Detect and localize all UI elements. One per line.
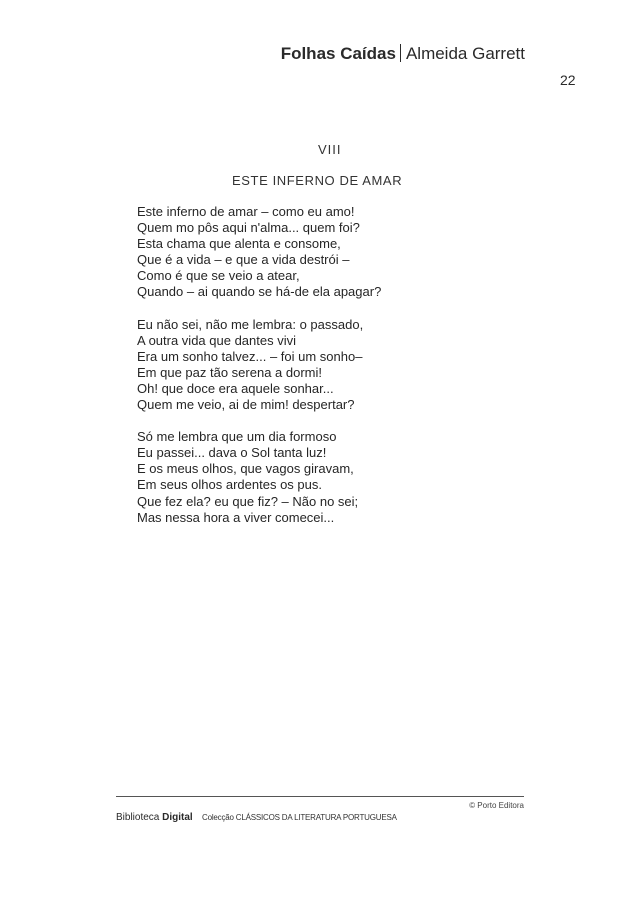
verse: Em que paz tão serena a dormi! [137,364,322,380]
verse: Eu não sei, não me lembra: o passado, [137,316,364,332]
poem-body [137,204,381,542]
library-digital: Digital [162,812,193,823]
verse: Em seus olhos ardentes os pus. [137,477,322,493]
page-number: 22 [560,72,576,88]
poem-title: ESTE INFERNO DE AMAR [232,173,403,188]
stanza-1 [137,204,381,301]
verse: Mas nessa hora a viver comecei... [137,509,335,525]
verse: Eu passei... dava o Sol tanta luz! [137,445,327,461]
verse: Como é que se veio a atear, [137,268,300,284]
header-separator [400,44,401,62]
stanza-3 [137,429,381,526]
verse: Que fez ela? eu que fiz? – Não no sei; [137,493,359,509]
verse: Este inferno de amar – como eu amo! [137,204,355,219]
verse: A outra vida que dantes vivi [137,332,296,348]
copyright-notice: © Porto Editora [469,801,524,810]
verse: E os meus olhos, que vagos giravam, [137,461,354,477]
chapter-number: VIII [318,142,342,157]
running-header [281,44,525,64]
verse: Só me lembra que um dia formoso [137,429,337,445]
verse: Quem mo pôs aqui n'alma... quem foi? [137,220,360,236]
stanza-2 [137,317,381,414]
verse: Que é a vida – e que a vida destrói – [137,252,350,268]
book-title: Folhas Caídas [280,44,396,63]
author-name: Almeida Garrett [405,44,525,63]
verse: Era um sonho talvez... – foi um sonho– [137,348,363,364]
library-name [116,812,193,823]
collection-name: Colecção CLÁSSICOS DA LITERATURA PORTUGUESA [202,813,397,822]
verse: Esta chama que alenta e consome, [137,236,341,252]
verse: Quando – ai quando se há-de ela apagar? [137,284,382,300]
library-prefix: Biblioteca [116,812,160,823]
verse: Oh! que doce era aquele sonhar... [137,380,334,396]
footer-divider [116,796,524,797]
verse: Quem me veio, ai de mim! despertar? [137,397,355,413]
